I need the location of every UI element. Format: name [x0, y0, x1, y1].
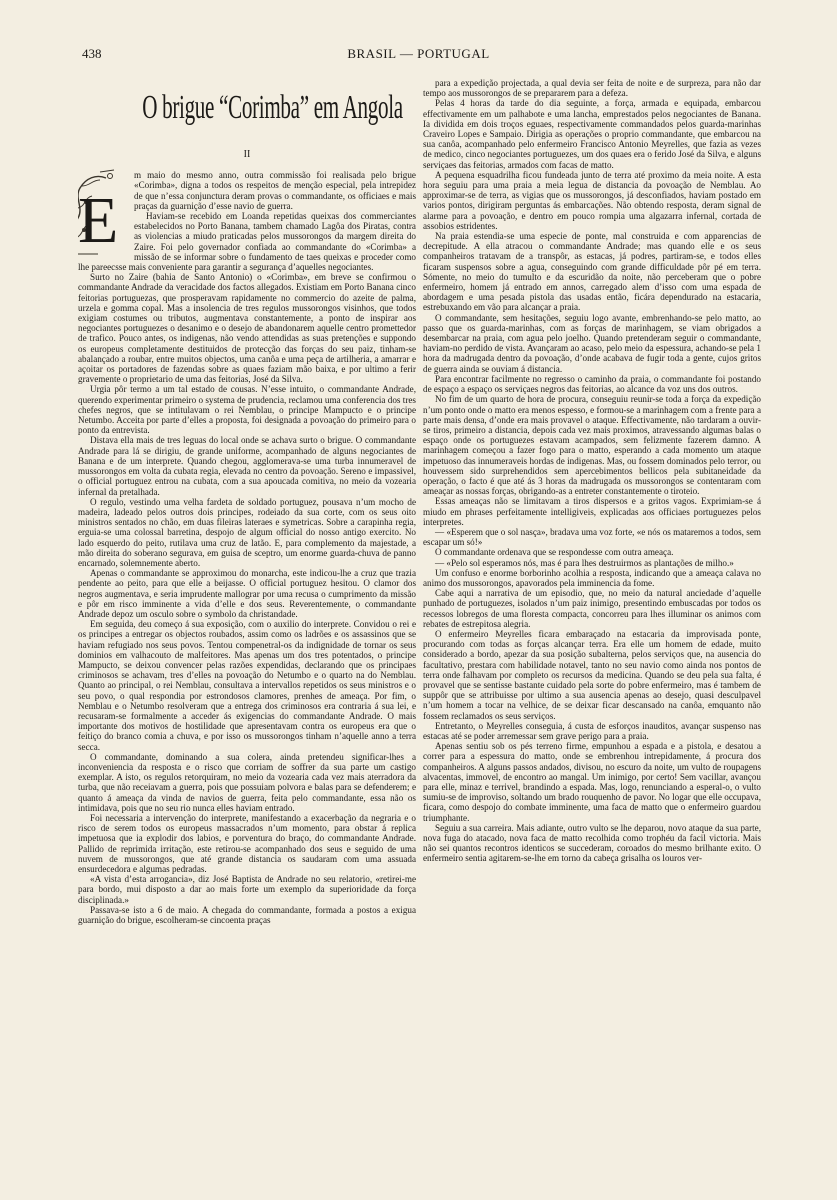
paragraph: Urgia pôr termo a um tal estado de cousas. N’esse intuito, o commandante Andrade, querendo experimentar primeiro o systema de prudencia, reclamou uma conferencia dos tres chefes negros, que se intitulavam o rei Nemblau, o principe Mampucto e o principe Netumbo. Acceita por parte d’elles a proposta, foi designada a povoação do primeiro para o ponto da entrevista.	[78, 384, 416, 436]
paragraph: Pelas 4 horas da tarde do dia seguinte, a força, armada e equipada, embarcou effectivamente em um palhabote e uma lancha, emprestados pelos negociantes de Banana. Ia dividida em dois troços eguaes, respectivamente commandados pelos guarda-marinhas Craveiro Lopes e Sampaio. Dirigia as operações o proprio commandante, que embarcou na sua canôa, acompanhado pelo enfermeiro Francisco Antonio Meyrelles, que fazia as vezes de medico, cinco negociantes portuguezes, um dos quaes era o ferido José da Silva, e alguns serviçaes das feitorias, armados com facas de matto.	[423, 98, 761, 170]
paragraph: O commandante, sem hesitações, seguiu logo avante, embrenhando-se pelo matto, ao passo que os guarda-marinhas, com as forças de marinhagem, se viam obrigados a desembarcar na praia, com agua pelo joelho. Quando pretenderam seguir o commandante, haviam-no perdido de vista. Avançaram ao acaso, pelo meio da espessura, achando-se pela 1 hora da madrugada dentro da povoação, d’onde acabava de fugir toda a gente, cujos gritos de guerra ainda se ouviam á distancia.	[423, 312, 761, 374]
paragraph: Essas ameaças não se limitavam a tiros dispersos e a gritos vagos. Exprimiam-se á miudo em phrases perfeitamente intelligiveis, explicadas aos officiaes portuguezes pelos interpretes.	[423, 496, 761, 527]
paragraph: Surto no Zaire (bahia de Santo Antonio) o «Corimba», em breve se confirmou o commandante Andrade da veracidade dos factos allegados. Existiam em Porto Banana cinco feitorias portuguezas, que prosperavam rapidamente no commercio do azeite de palma, urzela e gomma copal. Mas a insolencia de tres regulos mussorongos visinhos, que todos exigiam costumes ou tributos, augmentava constantemente, a ponto de inspirar aos negociantes portuguezes o desanimo e o desejo de abandonarem aquelle centro promettedor de trafico. Pouco antes, os indigenas, não vendo attendidas as suas pretenções e suppondo os europeus completamente destituidos de protecção das forças do seu paiz, tinham-se abalançado a roubar, entre muitos objectos, uma canôa e uma peça de artilheria, a amarrar e açoitar os portadores de fazendas sobre as quaes faziam mão baixa, e por ultimo a ferir gravemente o proprietario de uma das feitorias, José da Silva.	[78, 272, 416, 385]
paragraph: O enfermeiro Meyrelles ficara embaraçado na estacaria da improvisada ponte, procurando com todas as forças alcançar terra. Era elle um homem de edade, muito considerado a bordo, apezar da sua posição subalterna, pelos serviços que, na ausencia do facultativo, prestara com habilidade notavel, tanto no seu navio como ainda nos pontos de terra onde falhavam por completo os recursos da medicina. Quando se deu pela sua falta, é provavel que se sentisse bastante cuidado pela sorte do pobre enfermeiro, mas é tambem de suppôr que se attribuisse por ultimo a sua ausencia apenas ao desejo, quasi desculpavel n’um homem a tocar na velhice, de se deixar ficar descansado na canôa, emquanto não fossem reclamados os seus serviços.	[423, 628, 761, 721]
article-title: O brigue “Corimba” em Angola	[142, 89, 403, 126]
right-column-body	[423, 78, 761, 864]
section-number: II	[243, 149, 251, 160]
paragraph: A pequena esquadrilha ficou fundeada junto de terra até proximo da meia noite. A esta hora seguiu para uma praia a meia legua de distancia da povoação de Nemblau. Ao approximar-se de terra, as vigias que os mussorongos, já desconfiados, haviam postado em varios pontos, dirigiram perguntas ás embarcações. Não obtendo resposta, deram signal de alarme para a povoação, e dentro em pouco rompia uma algazarra infernal, cortada de assobios estridentes.	[423, 169, 761, 231]
paragraph: Um confuso e enorme borborinho acolhia a resposta, indicando que a ameaça calava no animo dos mussorongos, apavorados pela imminencia da fome.	[423, 567, 761, 588]
right-column	[423, 78, 761, 1186]
paragraph: Na praia estendia-se uma especie de ponte, mal construida e com apparencias de decrepitude. A ella atracou o commandante Andrade; mas quando elle e os seus companheiros tratavam de a transpôr, as estacas, já podres, partiram-se, e todos elles ficaram suspensos sobre a agua, conseguindo com grande difficuldade pôr pé em terra. Sómente, no meio do tumulto e da escuridão da noite, não perceberam que o pobre enfermeiro, homem já entrado em annos, carregado alem d’isso com uma espada de abordagem e uma pesada pistola das usadas então, ficára dependurado na estacaria, estrebuxando em vão para alcançar a praia.	[423, 231, 761, 313]
paragraph: Cabe aqui a narrativa de um episodio, que, no meio da natural anciedade d’aquelle punhado de portuguezes, isolados n’um paiz inimigo, presentindo embuscadas por todos os recessos lobregos de uma floresta compacta, concorreu para lhes illuminar os animos com rebates de estrepitosa alegria.	[423, 588, 761, 629]
paragraph: Haviam-se recebido em Loanda repetidas queixas dos commerciantes estabelecidos no Porto Banana, tambem chamado Lagôa dos Piratas, contra as violencias a miudo praticadas pelos mussorongos da margem direita do Zaire. Foi pelo governador confiada ao commandante do «Corimba» a missão de se informar sobre o fundamento de taes queixas e proceder como lhe pareecsse mais conveniente para garantir a segurança d’aquelles negociantes.	[78, 211, 416, 273]
paragraph: Em seguida, deu começo á sua exposição, com o auxilio do interprete. Convidou o rei e os principes a entregar os objectos roubados, assim como os ladrões e os assassinos que se haviam refugiado nos seus povos. Tentou compenetral-os da indignidade de tornar os seus dominios em valhacouto de malfeitores. Mas apenas um dos tres potentados, o principe Mampucto, se deixou convencer pelas razões expendidas, declarando que os principaes criminosos se achavam, tres d’elles na povoação do Netumbo e o quarto na do Nemblau. Quanto ao principal, o rei Nemblau, consultava a intervallos repetidos os seus ministros e o seu povo, o qual respondia por estrondosos clamores, prenhes de ameaça. Por fim, o Nemblau e o Netumbo resolveram que a entrega dos criminosos era contraria á sua lei, e recusaram-se formalmente a acceder ás exigencias do commandante Andrade. O mais importante dos motivos de hostilidade que apresentavam contra os europeus era que o feitiço do branco comia a chuva, e por isso os mussorongos tinham n’aquelle anno a terra secca.	[78, 619, 416, 752]
running-title: BRASIL — PORTUGAL	[347, 46, 490, 61]
paragraph: Apenas o commandante se approximou do monarcha, este indicou-lhe a cruz que trazia pendente ao peito, para que elle a beijasse. O official portuguez hesitou. O clamor dos negros augmentava, e seria imprudente mallograr por uma recusa o cumprimento da missão e pôr em risco imminente a vida d’elle e dos seus. Reverentemente, o commandante Andrade depoz um osculo sobre o symbolo da christandade.	[78, 568, 416, 619]
paragraph: O commandante, dominando a sua colera, ainda pretendeu significar-lhes a inconveniencia da resposta e o risco que corriam de soffrer da sua parte um castigo exemplar. A isto, os regulos retorquiram, no meio da vozearia cada vez mais aterradora da turba, que não receiavam a guerra, pois que possuiam polvora e balas para se defenderem; e quanto á ameaça da vinda de navios de guerra, feita pelo commandante, essa não os intimidava, pois que no seu rio nunca elles haviam entrado.	[78, 751, 416, 813]
paragraph: Seguiu a sua carreira. Mais adiante, outro vulto se lhe deparou, novo ataque da sua parte, nova fuga do atacado, nova faca de matto recolhida como trophéu da facil victoria. Mais não sei quantos recontros identicos se succederam, coroados do mesmo brilhante exito. O enfermeiro sentia agitarem-se-lhe em torno da cabeça grisalha os louros ver-	[423, 822, 761, 864]
paragraph: Distava ella mais de tres leguas do local onde se achava surto o brigue. O commandante Andrade para lá se dirigiu, de grande uniforme, acompanhado de alguns negociantes de Banana e de um interprete. Quando chegou, agglomerava-se uma turba innumeravel de mussorongos em volta da cubata regia, elevada no centro da povoação. Sereno e impassivel, o official portuguez entrou na cubata, com a sua apoucada comitiva, no meio da vozearia infernal da pretalhada.	[78, 435, 416, 497]
paragraph: — «Pelo sol esperamos nós, mas é para lhes destruirmos as plantações de milho.»	[435, 557, 734, 568]
paragraph: Foi necessaria a intervenção do interprete, manifestando a exacerbação da negraria e o risco de serem todos os europeus massacrados n’um momento, para obstar á replica impetuosa que ia explodir dos labios, e porventura do braço, do commandante Andrade. Pallido de reprimida irritação, este retirou-se acompanhado dos seus e seguido de uma nuvem de mussorongos, que até grande distancia os saudaram com uma assuada ensurdecedora e algumas pedradas.	[78, 813, 416, 875]
paragraph: Entretanto, o Meyrelles conseguia, á custa de esforços inauditos, avançar suspenso nas estacas até se poder arremessar sem grave perigo para a praia.	[423, 720, 761, 741]
paragraph: «A vista d’esta arrogancia», diz José Baptista de Andrade no seu relatorio, «retirei-me para bordo, mui disposto a dar ao mais forte um exemplo da superioridade da força disciplinada.»	[78, 874, 416, 905]
paragraph: Apenas sentiu sob os pés terreno firme, empunhou a espada e a pistola, e desatou a correr para a espessura do matto, onde se embrenhou intrepidamente, á procura dos companheiros. A alguns passos andados, divisou, no escuro da noite, um vulto de roupagens alvacentas, immovel, de encontro ao mangal. Um inimigo, por certo! Sem vacillar, avançou para elle, minaz e terrivel, brandindo a espada. Mas, logo, renunciando a esperal-o, o vulto sumiu-se de improviso, soltando um brado rouquenho de pavor. No logar que elle occupava, ficara, como despojo do combate imminente, uma faca de matto que o enfermeiro guardou triumphante.	[423, 741, 761, 823]
paragraph: para a expedição projectada, a qual devia ser feita de noite e de surpreza, para não dar tempo aos mussorongos de se prepararem para a defeza.	[423, 78, 761, 99]
initial-letter: E	[78, 184, 119, 258]
paragraph: O commandante ordenava que se respondesse com outra ameaça.	[435, 547, 674, 558]
page-number: 438	[82, 46, 102, 61]
left-column	[78, 78, 416, 1186]
left-column-body	[78, 211, 416, 925]
running-head	[82, 44, 755, 66]
paragraph: O regulo, vestindo uma velha fardeta de soldado portuguez, pousava n’um mocho de madeira, ladeado pelos outros dois principes, rodeiado da sua corte, com os seus oito ministros sentados no chão, em duas fileiras lateraes e symetricas. Sobre a carapinha regia, erguia-se uma colossal barretina, despojo de algum official do nosso antigo exercito. No lado esquerdo do peito, rutilava uma cruz de latão. E, para complemento da majestade, a mão direita do soberano segurava, em guisa de sceptro, um enorme guarda-chuva de panno encarnado, solemnemente aberto.	[78, 496, 416, 568]
paragraph: — «Esperem que o sol nasça», bradava uma voz forte, «e nós os mataremos a todos, sem escapar um só!»	[423, 526, 761, 548]
paragraph: Para encontrar facilmente no regresso o caminho da praia, o commandante foi postando de espaço a espaço os serviçaes negros das feitorias, ao alcance da voz uns dos outros.	[423, 373, 761, 395]
opening-paragraph: m maio do mesmo anno, outra commissão foi realisada pelo brigue «Corimba», digna a todos os respeitos de menção especial, pela intrepidez de que n’essa conjunctura deram provas o commandante, os officiaes e mais praças da guarnição d’esse navio de guerra.	[134, 170, 416, 211]
paragraph: No fim de um quarto de hora de procura, conseguiu reunir-se toda a força da expedição n’um ponto onde o matto era menos espesso, e formou-se a marinhagem com a frente para a parte mais densa, d’onde era mais provavel o ataque. Effectivamente, não tardaram a ouvir-se tiros, primeiro a distancia, depois cada vez mais proximos, atravessando algumas balas o espaço onde os portuguezes estavam acampados, sem felizmente fazerem damno. A marinhagem começou a fazer fogo para o matto, esperando a cada momento um ataque impetuoso das innumeraveis hordas de indigenas. Mas, ou fossem dominados pelo terror, ou houvessem sido surprehendidos sem apercebimentos bellicos pela subitaneidade da operação, o facto é que até ás 3 horas da madrugada os mussorongos se contentaram com ameaçar as nossas forças, obrigando-as a entreter constantemente o tiroteio.	[423, 394, 761, 497]
ornamental-initial	[78, 168, 128, 256]
paragraph: Passava-se isto a 6 de maio. A chegada do commandante, formada a postos a exigua guarnição do brigue, escolheram-se cincoenta praças	[78, 904, 416, 926]
